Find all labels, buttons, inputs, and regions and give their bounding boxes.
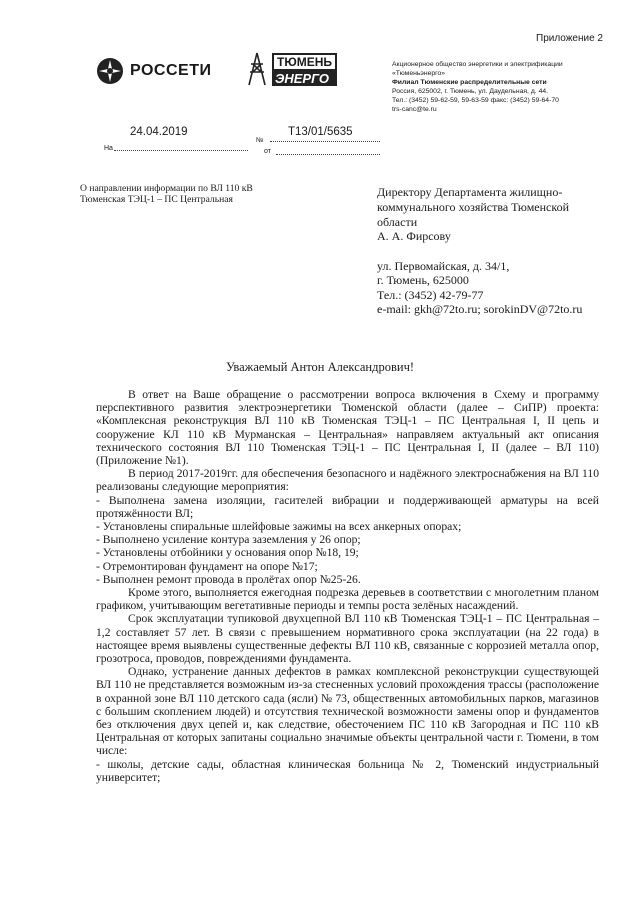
org-line: Акционерное общество энергетики и электрификации bbox=[392, 61, 563, 68]
address-phone: Тел.: (3452) 42-79-77 bbox=[377, 287, 484, 302]
document-number: Т13/01/5635 bbox=[288, 126, 353, 138]
addressee-address bbox=[377, 259, 627, 317]
body-list-item: - школы, детские сады, областная клиническая больница № 2, Тюменский индустриальный университет; bbox=[96, 757, 599, 784]
tumen-logo-line2: ЭНЕРГО bbox=[272, 71, 337, 86]
addressee-block bbox=[377, 185, 617, 244]
number-label: № bbox=[256, 137, 264, 144]
org-phone: Тел.: (3452) 59-62-59, 59-63-59 факс: (3452) 59-64-70 bbox=[392, 97, 559, 104]
address-email: e-mail: gkh@72to.ru; sorokinDV@72to.ru bbox=[377, 302, 583, 317]
letter-body bbox=[96, 388, 599, 784]
organization-details bbox=[392, 60, 612, 114]
rosseti-wordmark: РОССЕТИ bbox=[130, 62, 212, 79]
org-line: «Тюменьэнерго» bbox=[392, 70, 446, 77]
power-tower-icon bbox=[246, 52, 268, 86]
number-underline bbox=[270, 141, 380, 142]
date-underline bbox=[114, 150, 248, 151]
body-list-item: - Выполнено усиление контура заземления у 26 опор; bbox=[96, 533, 361, 547]
body-paragraph: В период 2017-2019гг. для обеспечения безопасного и надёжного электроснабжения на ВЛ 110 реализованы следующие мероприятия: bbox=[96, 467, 599, 494]
body-paragraph: Срок эксплуатации тупиковой двухцепной ВЛ 110 кВ Тюменская ТЭЦ-1 – ПС Центральная – 1,2 составляет 57 лет. В связи с превышением нормативного срока эксплуатации (на 22 года) в настоящее время выявлены существенные дефекты ВЛ 110 кВ, связанные с коррозией металла опор, грозотроса, проводов, повреждениями фундамента. bbox=[96, 612, 599, 666]
org-address: Россия, 625002, г. Тюмень, ул. Даудельная, д. 44. bbox=[392, 88, 549, 95]
org-email: trs-canc@te.ru bbox=[392, 106, 437, 113]
from-underline bbox=[276, 154, 380, 155]
org-branch-name: Филиал Тюменские распределительные сети bbox=[392, 79, 547, 86]
on-label: На bbox=[104, 145, 113, 152]
addressee-line: коммунального хозяйства Тюменской bbox=[377, 199, 570, 214]
body-list-item: - Установлены спиральные шлейфовые зажимы на всех анкерных опорах; bbox=[96, 520, 462, 534]
body-list-item: - Выполнен ремонт провода в пролётах опор №25-26. bbox=[96, 572, 361, 586]
address-city: г. Тюмень, 625000 bbox=[377, 273, 469, 288]
from-label: от bbox=[264, 148, 271, 155]
body-list-item: - Установлены отбойники у основания опор №18, 19; bbox=[96, 546, 359, 560]
body-paragraph: Кроме этого, выполняется ежегодная подрезка деревьев в соответствии с многолетним планом графиком, учитывающим вегетативные периоды и темпы роста зелёных насаждений. bbox=[96, 586, 599, 613]
body-paragraph: Однако, устранение данных дефектов в рамках комплексной реконструкции существующей ВЛ 110 не представляется возможным из-за стесненных условий прохождения трассы (расположение в охранной зоне ВЛ 110 детского сада (ясли) № 73, общественных автомобильных парков, магазинов с большим скоплением людей) и отсутствия технической возможности замены опор и фундаментов без отключения двух цепей и, как следствие, обесточением ПС 110 кВ Загородная и ПС 110 кВ Центральная от которых запитаны социально значимые объекты центральной части г. Тюмени, в том числе: bbox=[96, 665, 599, 758]
addressee-line: области bbox=[377, 214, 418, 229]
body-paragraph: В ответ на Ваше обращение о рассмотрении вопроса включения в Схему и программу перспективного развития электроэнергетики Тюменской области (далее – СиПР) проекта: «Комплексная реконструкция ВЛ 110 кВ Тюменская ТЭЦ-1 – ПС Центральная I, II цепь и сооружение КЛ 110 кВ Мурманская – Центральная» направляем актуальный акт описания технического состояния ВЛ 110 Тюменская ТЭЦ-1 – ПС Центральная I, II (далее – ВЛ 110) (Приложение №1). bbox=[96, 388, 599, 468]
appendix-label: Приложение 2 bbox=[536, 33, 603, 44]
rosseti-logo bbox=[96, 57, 211, 85]
letter-subject: О направлении информации по ВЛ 110 кВ Тюменская ТЭЦ-1 – ПС Центральная bbox=[80, 183, 253, 206]
tumenenergo-logo bbox=[246, 52, 337, 86]
document-date: 24.04.2019 bbox=[130, 126, 188, 138]
rosseti-emblem-icon bbox=[96, 57, 124, 85]
body-list-item: - Выполнена замена изоляции, гасителей вибрации и поддерживающей арматуры на всей протяжённости ВЛ; bbox=[96, 493, 599, 520]
tumen-logo-line1: ТЮМЕНЬ bbox=[272, 53, 337, 71]
body-list-item: - Отремонтирован фундамент на опоре №17; bbox=[96, 559, 318, 573]
greeting: Уважаемый Антон Александрович! bbox=[225, 360, 415, 374]
addressee-line: Директору Департамента жилищно- bbox=[377, 185, 563, 199]
address-street: ул. Первомайская, д. 34/1, bbox=[377, 259, 510, 273]
addressee-name: А. А. Фирсову bbox=[377, 229, 451, 244]
